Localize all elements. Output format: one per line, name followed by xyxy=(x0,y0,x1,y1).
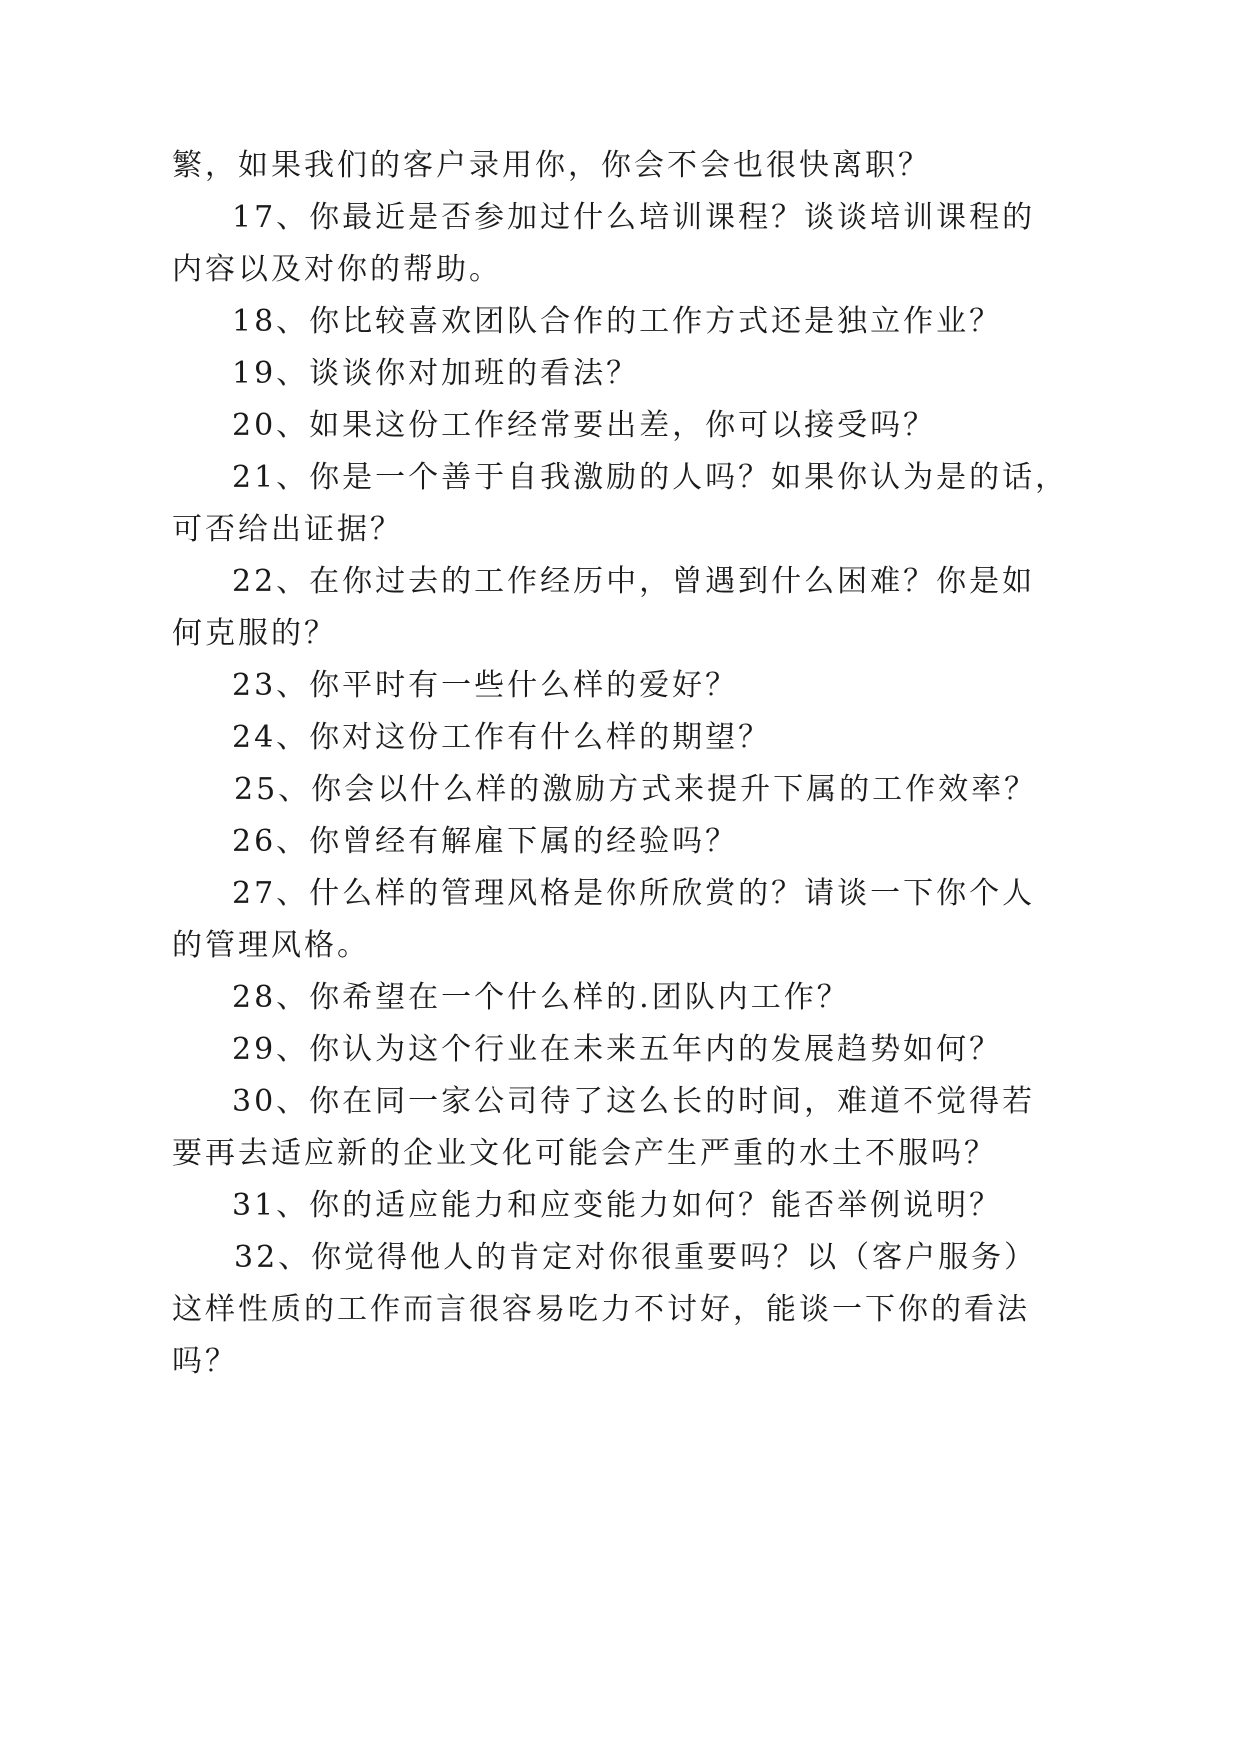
text-line: 的管理风格。 xyxy=(172,928,370,963)
text-line: 32、你觉得他人的肯定对你很重要吗？以（客户服务） xyxy=(234,1240,1038,1275)
text-line: 可否给出证据？ xyxy=(172,512,403,547)
text-line: 吗？ xyxy=(172,1344,238,1379)
text-line: 内容以及对你的帮助。 xyxy=(172,252,502,287)
text-line: 18、你比较喜欢团队合作的工作方式还是独立作业？ xyxy=(232,304,1003,339)
text-line: 何克服的？ xyxy=(172,616,337,651)
text-line: 21、你是一个善于自我激励的人吗？如果你认为是的话， xyxy=(232,460,1069,495)
text-line: 23、你平时有一些什么样的爱好？ xyxy=(232,668,739,703)
text-line: 25、你会以什么样的激励方式来提升下属的工作效率？ xyxy=(234,772,1038,807)
text-line: 22、在你过去的工作经历中，曾遇到什么困难？你是如 xyxy=(232,564,1036,599)
text-line: 29、你认为这个行业在未来五年内的发展趋势如何？ xyxy=(232,1032,1003,1067)
text-line: 繁，如果我们的客户录用你，你会不会也很快离职？ xyxy=(172,148,931,183)
text-line: 30、你在同一家公司待了这么长的时间，难道不觉得若 xyxy=(232,1084,1036,1119)
text-line: 24、你对这份工作有什么样的期望？ xyxy=(232,720,772,755)
text-line: 17、你最近是否参加过什么培训课程？谈谈培训课程的 xyxy=(232,200,1036,235)
text-line: 28、你希望在一个什么样的.团队内工作？ xyxy=(232,980,850,1015)
text-line: 要再去适应新的企业文化可能会产生严重的水土不服吗？ xyxy=(172,1136,997,1171)
text-line: 这样性质的工作而言很容易吃力不讨好，能谈一下你的看法 xyxy=(172,1292,1030,1327)
text-line: 19、谈谈你对加班的看法？ xyxy=(232,356,640,391)
text-line: 26、你曾经有解雇下属的经验吗？ xyxy=(232,824,739,859)
text-line: 31、你的适应能力和应变能力如何？能否举例说明？ xyxy=(232,1188,1003,1223)
text-line: 20、如果这份工作经常要出差，你可以接受吗？ xyxy=(232,408,937,443)
text-line: 27、什么样的管理风格是你所欣赏的？请谈一下你个人 xyxy=(232,876,1036,911)
